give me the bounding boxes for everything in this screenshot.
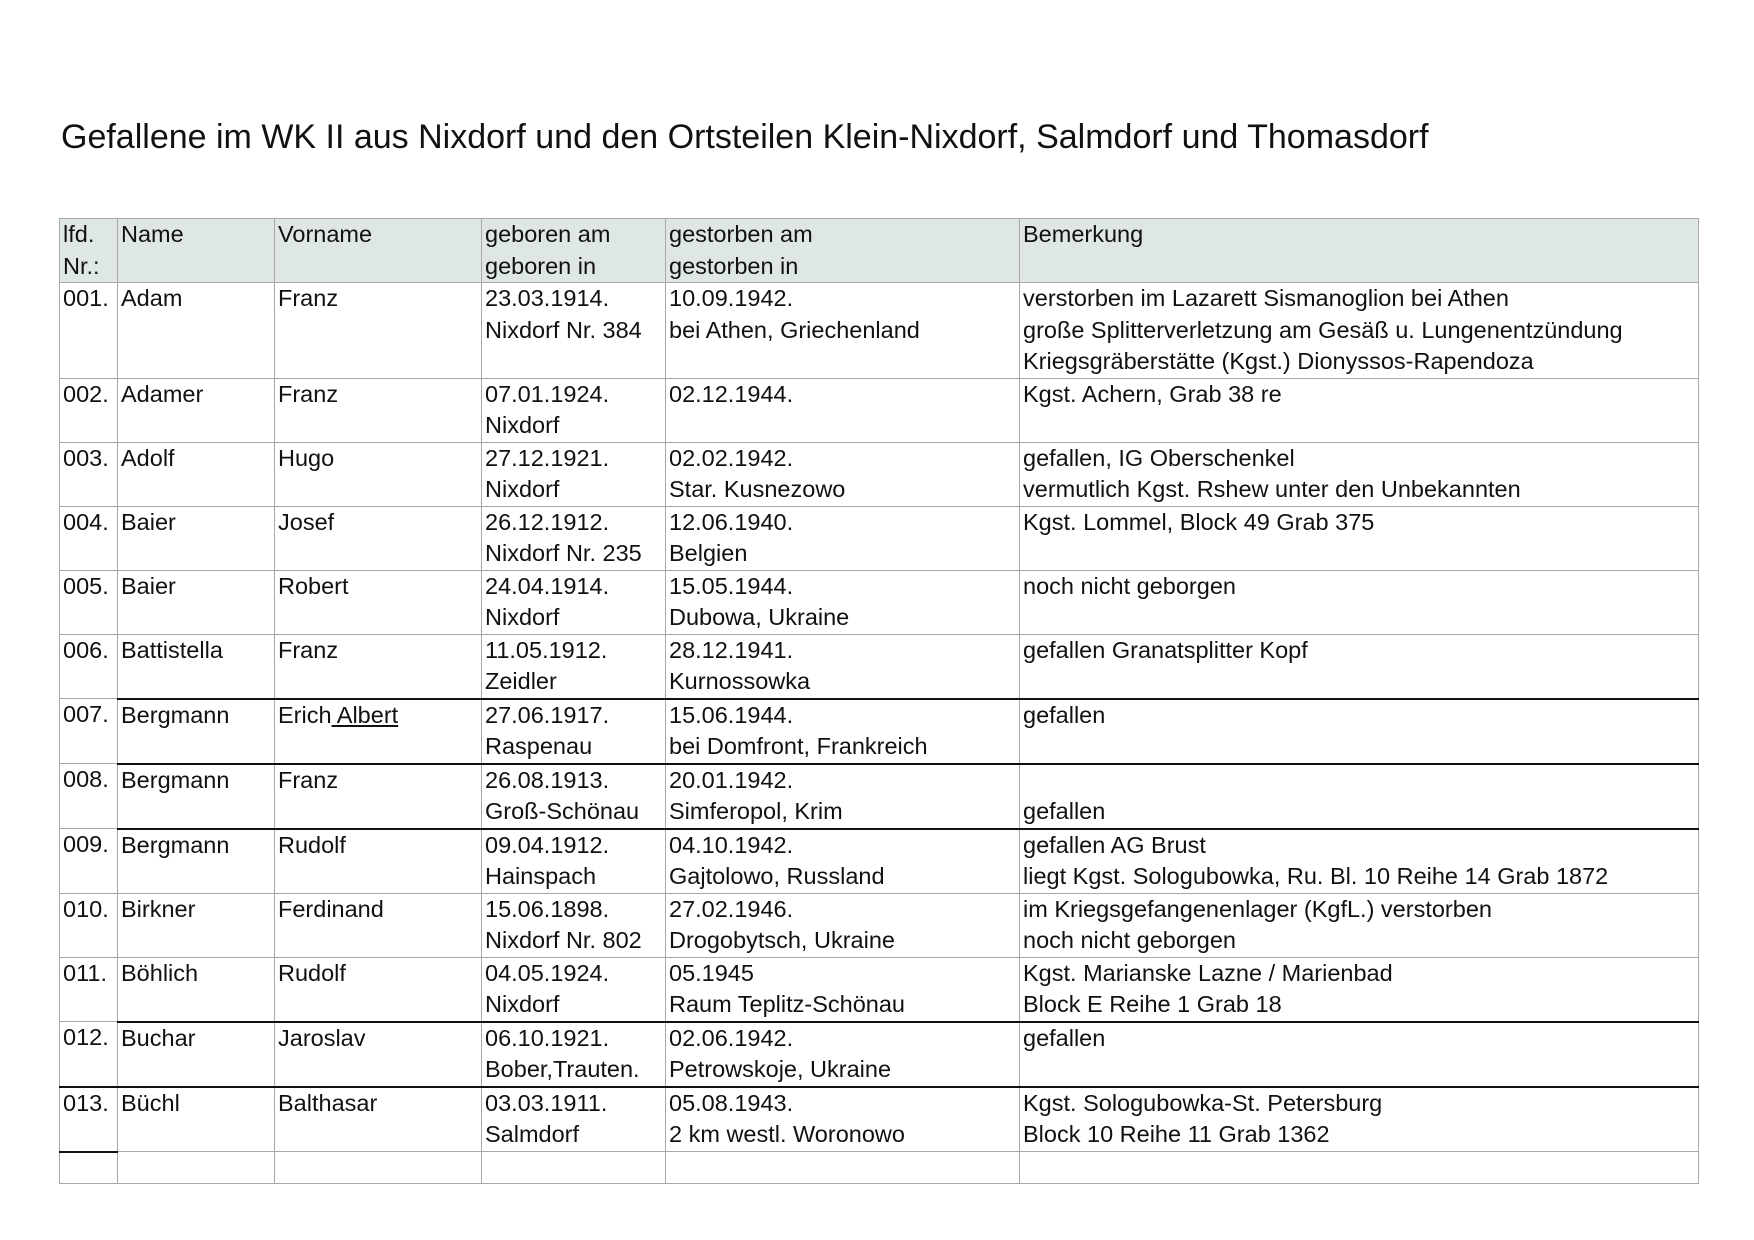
- birth-place: Hainspach: [485, 863, 597, 889]
- birth-place: Nixdorf Nr. 384: [485, 316, 642, 343]
- cell-nr: [60, 1022, 118, 1087]
- death-date: 15.06.1944.: [669, 701, 794, 728]
- row-number: 003.: [63, 444, 109, 471]
- death-date: 27.02.1946.: [669, 895, 794, 922]
- cell-nr: [60, 699, 118, 764]
- cell-name: [118, 283, 275, 379]
- table-row: [60, 957, 1699, 1022]
- remark-line: noch nicht geborgen: [1023, 572, 1236, 599]
- death-place: bei Domfront, Frankreich: [669, 733, 928, 759]
- surname: Bergmann: [121, 831, 230, 858]
- row-number: 002.: [63, 380, 109, 407]
- cell-bemerkung: [1020, 634, 1699, 699]
- table-row: [60, 283, 1699, 379]
- header-row: [60, 219, 1699, 283]
- cell-gestorben: [666, 442, 1020, 506]
- cell-vorname: [275, 283, 482, 379]
- cell-vorname: [275, 1022, 482, 1087]
- cell-gestorben: [666, 957, 1020, 1022]
- header-line: geboren am: [485, 221, 611, 247]
- empty-cell: [666, 1152, 1020, 1184]
- cell-geboren: [482, 634, 666, 699]
- cell-geboren: [482, 893, 666, 957]
- cell-name: [118, 1022, 275, 1087]
- first-name: Robert: [278, 572, 349, 599]
- birth-place: Salmdorf: [485, 1121, 580, 1147]
- birth-date: 27.12.1921.: [485, 444, 610, 471]
- cell-gestorben: [666, 283, 1020, 379]
- cell-vorname: [275, 1087, 482, 1152]
- cell-name: [118, 1087, 275, 1152]
- cell-nr: [60, 570, 118, 634]
- birth-date: 04.05.1924.: [485, 959, 610, 986]
- cell-nr: [60, 764, 118, 829]
- row-number: 009.: [63, 831, 109, 857]
- cell-nr: [60, 442, 118, 506]
- header-line: lfd.: [63, 221, 95, 247]
- remark-line: gefallen Granatsplitter Kopf: [1023, 636, 1308, 663]
- cell-name: [118, 764, 275, 829]
- remark-line: noch nicht geborgen: [1023, 927, 1236, 953]
- cell-nr: [60, 378, 118, 442]
- first-name: Franz: [278, 766, 339, 793]
- cell-nr: [60, 634, 118, 699]
- first-name: Josef: [278, 508, 335, 535]
- death-place: Simferopol, Krim: [669, 798, 843, 824]
- cell-gestorben: [666, 634, 1020, 699]
- cell-bemerkung: [1020, 442, 1699, 506]
- death-place: Kurnossowka: [669, 668, 811, 694]
- cell-name: [118, 893, 275, 957]
- birth-date: 07.01.1924.: [485, 380, 610, 407]
- death-date: 04.10.1942.: [669, 831, 794, 858]
- first-name: Franz: [278, 636, 339, 663]
- cell-name: [118, 699, 275, 764]
- header-bemerkung: [1020, 219, 1699, 283]
- table-row: [60, 506, 1699, 570]
- cell-name: [118, 378, 275, 442]
- death-place: Dubowa, Ukraine: [669, 604, 850, 630]
- cell-name: [118, 506, 275, 570]
- empty-cell: [60, 1152, 118, 1184]
- birth-place: Raspenau: [485, 733, 593, 759]
- death-place: Star. Kusnezowo: [669, 476, 846, 502]
- cell-bemerkung: [1020, 570, 1699, 634]
- cell-vorname: [275, 764, 482, 829]
- cell-vorname: [275, 634, 482, 699]
- death-place: Raum Teplitz-Schönau: [669, 991, 905, 1017]
- birth-date: 15.06.1898.: [485, 895, 610, 922]
- table-row: [60, 699, 1699, 764]
- header-gestorben: [666, 219, 1020, 283]
- remark-line: im Kriegsgefangenenlager (KgfL.) verstorben: [1023, 895, 1492, 922]
- row-number: 005.: [63, 572, 109, 599]
- remark-line: gefallen: [1023, 1024, 1106, 1051]
- death-place: Petrowskoje, Ukraine: [669, 1056, 892, 1082]
- cell-geboren: [482, 699, 666, 764]
- cell-geboren: [482, 829, 666, 894]
- surname: Adolf: [121, 444, 175, 471]
- row-number: 010.: [63, 895, 109, 922]
- cell-geboren: [482, 1087, 666, 1152]
- header-vorname: [275, 219, 482, 283]
- birth-place: Bober,Trauten.: [485, 1056, 640, 1082]
- cell-gestorben: [666, 764, 1020, 829]
- remark-line: Kgst. Lommel, Block 49 Grab 375: [1023, 508, 1375, 535]
- table-row: [60, 1022, 1699, 1087]
- row-number: 004.: [63, 508, 109, 535]
- cell-gestorben: [666, 378, 1020, 442]
- cell-vorname: [275, 829, 482, 894]
- header-line: Vorname: [278, 221, 373, 247]
- remark-line: große Splitterverletzung am Gesäß u. Lungenentzündung: [1023, 316, 1623, 343]
- table-body: [60, 283, 1699, 1184]
- cell-vorname: [275, 378, 482, 442]
- cell-name: [118, 957, 275, 1022]
- birth-place: Nixdorf Nr. 802: [485, 927, 642, 953]
- remark-line: gefallen AG Brust: [1023, 831, 1206, 858]
- cell-geboren: [482, 378, 666, 442]
- death-place: bei Athen, Griechenland: [669, 316, 920, 343]
- cell-bemerkung: [1020, 1022, 1699, 1087]
- surname: Birkner: [121, 895, 196, 922]
- birth-date: 26.08.1913.: [485, 766, 610, 793]
- cell-vorname: [275, 506, 482, 570]
- page-title: Gefallene im WK II aus Nixdorf und den Ortsteilen Klein-Nixdorf, Salmdorf und Thomasdorf: [61, 118, 1429, 156]
- remark-line: Kgst. Sologubowka-St. Petersburg: [1023, 1089, 1383, 1116]
- cell-gestorben: [666, 893, 1020, 957]
- cell-gestorben: [666, 1022, 1020, 1087]
- birth-place: Nixdorf: [485, 412, 560, 438]
- remark-line: gefallen: [1023, 798, 1106, 824]
- cell-nr: [60, 829, 118, 894]
- birth-place: Groß-Schönau: [485, 798, 640, 824]
- remark-line: gefallen: [1023, 701, 1106, 728]
- remark-line: Kgst. Marianske Lazne / Marienbad: [1023, 959, 1393, 986]
- death-place: Gajtolowo, Russland: [669, 863, 885, 889]
- surname: Büchl: [121, 1089, 180, 1116]
- cell-geboren: [482, 283, 666, 379]
- death-date: 02.06.1942.: [669, 1024, 794, 1051]
- cell-nr: [60, 1087, 118, 1152]
- cell-vorname: [275, 957, 482, 1022]
- table-row: [60, 570, 1699, 634]
- first-name: Ferdinand: [278, 895, 384, 922]
- empty-cell: [118, 1152, 275, 1184]
- cell-vorname: [275, 570, 482, 634]
- remark-line: [1023, 765, 1696, 797]
- cell-geboren: [482, 570, 666, 634]
- empty-cell: [482, 1152, 666, 1184]
- header-line: Nr.:: [63, 252, 100, 279]
- surname: Adam: [121, 285, 183, 311]
- header-line: Name: [121, 221, 184, 247]
- header-name: [118, 219, 275, 283]
- cell-bemerkung: [1020, 893, 1699, 957]
- first-name: Franz: [278, 285, 339, 311]
- cell-geboren: [482, 957, 666, 1022]
- surname: Bergmann: [121, 701, 230, 728]
- surname: Bergmann: [121, 766, 230, 793]
- cell-name: [118, 442, 275, 506]
- remark-line: Kgst. Achern, Grab 38 re: [1023, 380, 1282, 407]
- header-line: gestorben in: [669, 252, 799, 279]
- cell-bemerkung: [1020, 957, 1699, 1022]
- death-date: 05.1945: [669, 959, 754, 986]
- header-lfd-nr: [60, 219, 118, 283]
- surname: Adamer: [121, 380, 204, 407]
- row-number: 011.: [63, 959, 107, 986]
- cell-geboren: [482, 764, 666, 829]
- table-row: [60, 378, 1699, 442]
- casualty-table: [59, 218, 1699, 1184]
- cell-name: [118, 634, 275, 699]
- remark-line: Block 10 Reihe 11 Grab 1362: [1023, 1121, 1330, 1147]
- middle-name: Albert: [331, 701, 399, 728]
- first-name: Rudolf: [278, 959, 346, 986]
- death-date: 02.02.1942.: [669, 444, 794, 471]
- cell-bemerkung: [1020, 699, 1699, 764]
- death-date: 05.08.1943.: [669, 1089, 794, 1116]
- cell-gestorben: [666, 699, 1020, 764]
- cell-vorname: [275, 893, 482, 957]
- cell-bemerkung: [1020, 378, 1699, 442]
- remark-line: liegt Kgst. Sologubowka, Ru. Bl. 10 Reihe 14 Grab 1872: [1023, 863, 1609, 889]
- cell-vorname: [275, 442, 482, 506]
- cell-nr: [60, 957, 118, 1022]
- birth-place: Nixdorf: [485, 604, 560, 630]
- first-name: Rudolf: [278, 831, 346, 858]
- cell-gestorben: [666, 570, 1020, 634]
- remark-line: Block E Reihe 1 Grab 18: [1023, 991, 1282, 1017]
- surname: Baier: [121, 508, 176, 535]
- header-line: geboren in: [485, 252, 597, 279]
- empty-cell: [275, 1152, 482, 1184]
- cell-nr: [60, 893, 118, 957]
- birth-place: Nixdorf Nr. 235: [485, 540, 642, 566]
- surname: Battistella: [121, 636, 223, 663]
- death-date: 10.09.1942.: [669, 285, 794, 311]
- cell-nr: [60, 506, 118, 570]
- death-date: 15.05.1944.: [669, 572, 794, 599]
- table-row: [60, 829, 1699, 894]
- surname: Buchar: [121, 1024, 196, 1051]
- first-name: Hugo: [278, 444, 335, 471]
- table-row: [60, 442, 1699, 506]
- row-number: 008.: [63, 766, 109, 792]
- death-place: Belgien: [669, 540, 748, 566]
- birth-date: 09.04.1912.: [485, 831, 610, 858]
- death-date: 12.06.1940.: [669, 508, 794, 535]
- death-date: 02.12.1944.: [669, 380, 794, 407]
- first-name: Jaroslav: [278, 1024, 366, 1051]
- cell-vorname: [275, 699, 482, 764]
- header-geboren: [482, 219, 666, 283]
- cell-gestorben: [666, 829, 1020, 894]
- row-number: 013.: [63, 1089, 109, 1116]
- remark-line: vermutlich Kgst. Rshew unter den Unbekannten: [1023, 476, 1521, 502]
- birth-date: 23.03.1914.: [485, 285, 610, 311]
- first-name: Balthasar: [278, 1089, 378, 1116]
- surname: Böhlich: [121, 959, 199, 986]
- header-line: gestorben am: [669, 221, 813, 247]
- birth-date: 03.03.1911.: [485, 1089, 608, 1116]
- row-number: 006.: [63, 636, 109, 663]
- death-date: 20.01.1942.: [669, 766, 794, 793]
- table-row: [60, 634, 1699, 699]
- row-number: 012.: [63, 1024, 109, 1050]
- table-row: [60, 1087, 1699, 1152]
- cell-bemerkung: [1020, 829, 1699, 894]
- empty-cell: [1020, 1152, 1699, 1184]
- birth-date: 24.04.1914.: [485, 572, 610, 599]
- birth-date: 27.06.1917.: [485, 701, 610, 728]
- cell-geboren: [482, 442, 666, 506]
- birth-date: 26.12.1912.: [485, 508, 610, 535]
- cell-geboren: [482, 1022, 666, 1087]
- header-line: Bemerkung: [1023, 221, 1144, 247]
- row-number: 001.: [63, 285, 109, 311]
- birth-place: Zeidler: [485, 668, 557, 694]
- empty-row: [60, 1152, 1699, 1184]
- cell-nr: [60, 283, 118, 379]
- death-place: 2 km westl. Woronowo: [669, 1121, 905, 1147]
- remark-line: gefallen, IG Oberschenkel: [1023, 444, 1295, 471]
- cell-bemerkung: [1020, 283, 1699, 379]
- cell-bemerkung: [1020, 506, 1699, 570]
- birth-place: Nixdorf: [485, 991, 560, 1017]
- table-row: [60, 764, 1699, 829]
- table-header: [60, 219, 1699, 283]
- cell-bemerkung: [1020, 1087, 1699, 1152]
- cell-gestorben: [666, 506, 1020, 570]
- birth-place: Nixdorf: [485, 476, 560, 502]
- remark-line: verstorben im Lazarett Sismanoglion bei Athen: [1023, 285, 1509, 311]
- cell-gestorben: [666, 1087, 1020, 1152]
- surname: Baier: [121, 572, 176, 599]
- death-date: 28.12.1941.: [669, 636, 794, 663]
- death-place: Drogobytsch, Ukraine: [669, 927, 895, 953]
- birth-date: 06.10.1921.: [485, 1024, 610, 1051]
- row-number: 007.: [63, 701, 109, 727]
- table-row: [60, 893, 1699, 957]
- cell-bemerkung: [1020, 764, 1699, 829]
- remark-line: Kriegsgräberstätte (Kgst.) Dionyssos-Rapendoza: [1023, 348, 1534, 374]
- first-name: Franz: [278, 380, 339, 407]
- cell-name: [118, 570, 275, 634]
- first-name: Erich: [278, 701, 332, 728]
- cell-geboren: [482, 506, 666, 570]
- cell-name: [118, 829, 275, 894]
- birth-date: 11.05.1912.: [485, 636, 608, 663]
